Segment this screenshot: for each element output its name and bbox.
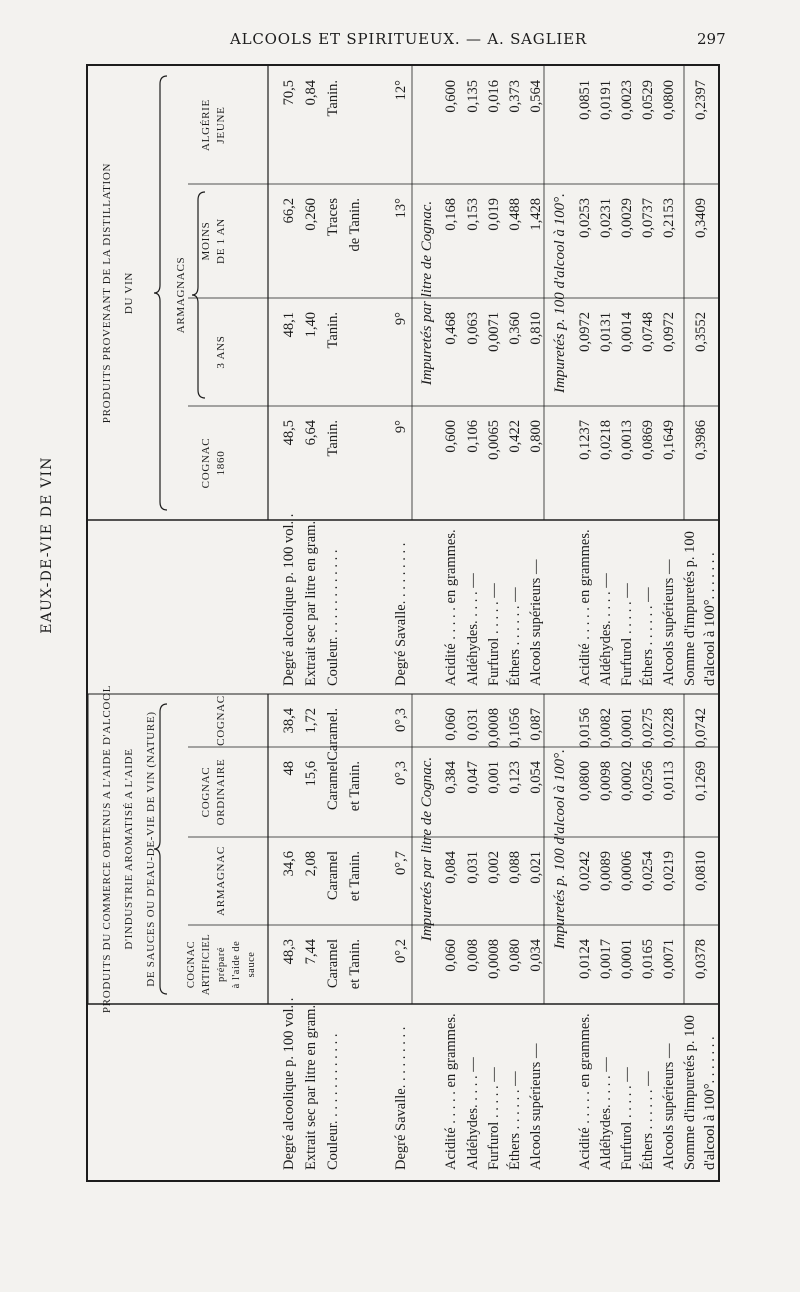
right-cell: 0,054 — [528, 761, 544, 794]
left-group-title: DU VIN — [123, 271, 135, 315]
left-cell: 1,428 — [528, 198, 544, 231]
left-column-header: MOINS — [200, 221, 212, 261]
left-cell: 0,0014 — [619, 312, 635, 352]
right-cell: 2,08 — [303, 851, 319, 877]
right-cell: 48,3 — [281, 939, 297, 965]
right-cell: 0,0002 — [619, 761, 635, 801]
left-cell: 0,0131 — [598, 312, 614, 352]
right-cell: 34,6 — [281, 851, 297, 877]
left-group-title: PRODUITS PROVENANT DE LA DISTILLATION — [101, 162, 113, 424]
right-cell: 0,031 — [465, 708, 481, 741]
side-title: EAUX-DE-VIE DE VIN — [39, 456, 55, 634]
page-header — [0, 0, 800, 60]
left-row-label: Alcools supérieurs — — [528, 1043, 544, 1170]
right-column-header: à l'aide de — [231, 940, 242, 989]
right-cell: 7,44 — [303, 939, 319, 965]
left-section-title: Impuretés par litre de Cognac. — [419, 200, 435, 386]
right-cell: 0,008 — [465, 939, 481, 972]
left-row-label: Éthers . . . . . . — — [640, 1071, 656, 1170]
right-cell: Caramel — [325, 851, 341, 901]
right-column-header: COGNAC — [186, 940, 197, 989]
left-cell: 0,0029 — [619, 198, 635, 238]
left-group-brace — [154, 76, 167, 510]
left-cell: 0,0071 — [486, 312, 502, 352]
left-cell: 0,260 — [303, 198, 319, 231]
right-cell: 0,0242 — [577, 851, 593, 891]
right-row-label: Acidité . . . . . en grammes. — [577, 529, 593, 686]
left-row-label: Acidité . . . . . en grammes. — [443, 1013, 459, 1170]
right-row-label: Couleur. . . . . . . . . . . . . — [325, 549, 341, 686]
left-cell: 9° — [393, 420, 409, 434]
right-cell: 0,0001 — [619, 939, 635, 979]
left-cell: 0,1649 — [661, 420, 677, 460]
right-row-label: Somme d'impuretés p. 100 — [682, 531, 698, 686]
left-cell: 0,0253 — [577, 198, 593, 238]
right-cell: 0,0219 — [661, 851, 677, 891]
left-row-label: Furfurol . . . . . — — [486, 1067, 502, 1170]
left-cell: 0,0013 — [619, 420, 635, 460]
left-cell: 0,016 — [486, 80, 502, 113]
left-column-header: ALGÉRIE — [200, 99, 212, 151]
left-cell: 0,373 — [507, 80, 523, 113]
left-cell: 66,2 — [281, 198, 297, 224]
left-total-cell: 0,3552 — [693, 312, 709, 352]
running-title: ALCOOLS ET SPIRITUEUX. — A. SAGLIER — [230, 30, 587, 48]
right-cell: 0,0165 — [640, 939, 656, 979]
right-cell: 0,087 — [528, 708, 544, 741]
left-cell: 0,019 — [486, 198, 502, 231]
left-cell: 0,360 — [507, 312, 523, 345]
right-row-label: Degré Savalle. . . . . . . . . — [393, 542, 409, 686]
left-row-label: Couleur. . . . . . . . . . . . . — [325, 1033, 341, 1170]
right-cell: 0,084 — [443, 851, 459, 884]
left-column-header: JEUNE — [215, 106, 227, 144]
right-cell: 0,0008 — [486, 939, 502, 979]
left-row-label: Alcools supérieurs — — [661, 1043, 677, 1170]
left-cell: Tanin. — [325, 420, 341, 457]
right-cell: 0,060 — [443, 708, 459, 741]
right-cell: 0,080 — [507, 939, 523, 972]
right-cell: 0,088 — [507, 851, 523, 884]
right-cell: et Tanin. — [347, 939, 363, 990]
right-column-header: sauce — [246, 951, 257, 978]
right-total-cell: 0,0378 — [693, 939, 709, 979]
left-total-cell: 0,3409 — [693, 198, 709, 238]
right-cell: 0,123 — [507, 761, 523, 794]
left-total-cell: 0,3986 — [693, 420, 709, 460]
left-cell: 0,488 — [507, 198, 523, 231]
left-row-label: Somme d'impuretés p. 100 — [682, 1015, 698, 1170]
right-row-label: Acidité . . . . . en grammes. — [443, 529, 459, 686]
left-cell: 0,0218 — [598, 420, 614, 460]
right-section-title: Impuretés par litre de Cognac. — [419, 756, 435, 942]
right-cell: 0,0275 — [640, 708, 656, 748]
left-row-label: Acidité . . . . . en grammes. — [577, 1013, 593, 1170]
right-column-header: ARMAGNAC — [215, 846, 227, 916]
right-cell: 0,0256 — [640, 761, 656, 801]
left-column-header: DE 1 AN — [215, 218, 227, 264]
left-cell: 9° — [393, 312, 409, 326]
right-cell: 0,047 — [465, 761, 481, 794]
right-cell: 1,72 — [303, 708, 319, 734]
left-cell: 13° — [393, 198, 409, 219]
right-row-label: Aldéhydes. . . . . — — [465, 573, 481, 686]
left-row-label: Furfurol . . . . . — — [619, 1067, 635, 1170]
right-cell: 48 — [281, 761, 297, 776]
right-total-cell: 0,0742 — [693, 708, 709, 748]
right-cell: Caramel. — [325, 708, 341, 761]
right-cell: Caramel — [325, 761, 341, 811]
right-row-label: Furfurol . . . . . — — [619, 583, 635, 686]
left-cell: 0,0748 — [640, 312, 656, 352]
right-cell: 0,034 — [528, 939, 544, 972]
right-column-header: COGNAC — [200, 766, 212, 818]
right-cell: 0°,3 — [393, 761, 409, 785]
page-number: 297 — [697, 30, 726, 48]
right-cell: 0,0254 — [640, 851, 656, 891]
left-cell: Tanin. — [325, 312, 341, 349]
right-column-header: préparé — [216, 947, 227, 982]
left-column-header: 1860 — [215, 450, 227, 476]
right-cell: 0,001 — [486, 761, 502, 794]
right-cell: 0°,7 — [393, 851, 409, 875]
left-cell: 0,468 — [443, 312, 459, 345]
left-total-cell: 0,2397 — [693, 80, 709, 120]
left-cell: 0,0851 — [577, 80, 593, 120]
left-cell: 6,64 — [303, 420, 319, 446]
right-row-label: Extrait sec par litre en gram. — [303, 520, 319, 686]
right-cell: 0,1056 — [507, 708, 523, 748]
left-cell: 48,5 — [281, 420, 297, 446]
right-cell: 38,4 — [281, 708, 297, 734]
left-cell: 0,564 — [528, 80, 544, 113]
left-cell: 0,0065 — [486, 420, 502, 460]
right-cell: 0,384 — [443, 761, 459, 794]
left-column-header: COGNAC — [200, 437, 212, 489]
right-total-cell: 0,1269 — [693, 761, 709, 801]
left-row-label: Aldéhydes. . . . . — — [465, 1057, 481, 1170]
right-cell: 0,0017 — [598, 939, 614, 979]
right-total-cell: 0,0810 — [693, 851, 709, 891]
right-column-header: ORDINAIRE — [215, 758, 227, 826]
left-cell: 0,2153 — [661, 198, 677, 238]
right-group-title: D'INDUSTRIE AROMATISÉ A L'AIDE — [123, 748, 135, 950]
data-table-frame — [86, 64, 720, 1182]
left-cell: 0,1237 — [577, 420, 593, 460]
right-row-label: Furfurol . . . . . — — [486, 583, 502, 686]
rotated-table — [88, 66, 718, 1180]
left-row-label: Aldéhydes. . . . . — — [598, 1057, 614, 1170]
left-cell: Tanin. — [325, 80, 341, 117]
left-cell: 0,0191 — [598, 80, 614, 120]
right-cell: 0,0008 — [486, 708, 502, 748]
left-cell: 0,0972 — [577, 312, 593, 352]
right-cell: et Tanin. — [347, 851, 363, 902]
right-row-label: Éthers . . . . . . — — [640, 587, 656, 686]
left-section-title: Impuretés p. 100 d'alcool à 100°. — [552, 193, 568, 393]
left-row-label: Degré Savalle. . . . . . . . . — [393, 1026, 409, 1170]
left-cell: 0,422 — [507, 420, 523, 453]
right-row-label: Alcools supérieurs — — [661, 559, 677, 686]
left-cell: 48,1 — [281, 312, 297, 338]
left-cell: 0,800 — [528, 420, 544, 453]
armagnacs-label: ARMAGNACS — [175, 256, 187, 334]
left-row-label: Degré alcoolique p. 100 vol. . — [281, 997, 297, 1170]
left-cell: 0,0231 — [598, 198, 614, 238]
right-cell: et Tanin. — [347, 761, 363, 812]
left-cell: 0,810 — [528, 312, 544, 345]
right-row-label: Éthers . . . . . . — — [507, 587, 523, 686]
right-cell: 0,0089 — [598, 851, 614, 891]
right-cell: 0,0800 — [577, 761, 593, 801]
data-table — [88, 66, 718, 1180]
left-column-header: 3 ANS — [215, 335, 227, 369]
right-cell: 0,0082 — [598, 708, 614, 748]
right-row-label: Alcools supérieurs — — [528, 559, 544, 686]
left-cell: 12° — [393, 80, 409, 101]
left-cell: Traces — [325, 198, 341, 237]
left-row-label: Extrait sec par litre en gram. — [303, 1004, 319, 1170]
left-row-label: Éthers . . . . . . — — [507, 1071, 523, 1170]
right-row-label: d'alcool à 100°. . . . . . . — [702, 552, 718, 686]
left-cell: 0,0800 — [661, 80, 677, 120]
left-row-label: d'alcool à 100°. . . . . . . — [702, 1036, 718, 1170]
right-cell: 0,0098 — [598, 761, 614, 801]
right-group-title: DE SAUCES OU D'EAU-DE-VIE DE VIN (NATURE) — [145, 711, 157, 987]
left-cell: 0,0737 — [640, 198, 656, 238]
right-cell: 15,6 — [303, 761, 319, 787]
left-cell: 0,84 — [303, 80, 319, 106]
right-column-header: ARTIFICIEL — [201, 933, 212, 996]
right-cell: 0,021 — [528, 851, 544, 884]
right-group-title: PRODUITS DU COMMERCE OBTENUS A L'AIDE D'ALCOOL — [101, 684, 113, 1014]
left-cell: 0,106 — [465, 420, 481, 453]
left-cell: 0,0529 — [640, 80, 656, 120]
right-cell: 0,060 — [443, 939, 459, 972]
left-cell: 0,0023 — [619, 80, 635, 120]
left-cell: 0,168 — [443, 198, 459, 231]
left-cell: 0,063 — [465, 312, 481, 345]
left-cell: 0,0869 — [640, 420, 656, 460]
right-cell: 0°,2 — [393, 939, 409, 963]
right-cell: Caramel — [325, 939, 341, 989]
right-cell: 0,0228 — [661, 708, 677, 748]
right-cell: 0,0006 — [619, 851, 635, 891]
right-cell: 0,031 — [465, 851, 481, 884]
left-cell: de Tanin. — [347, 198, 363, 252]
right-cell: 0,0113 — [661, 761, 677, 801]
left-cell: 0,600 — [443, 420, 459, 453]
right-cell: 0,0071 — [661, 939, 677, 979]
right-cell: 0°,3 — [393, 708, 409, 732]
right-section-title: Impuretés p. 100 d'alcool à 100°. — [552, 749, 568, 949]
left-cell: 1,40 — [303, 312, 319, 338]
right-cell: 0,002 — [486, 851, 502, 884]
left-cell: 70,5 — [281, 80, 297, 106]
left-cell: 0,0972 — [661, 312, 677, 352]
right-cell: 0,0001 — [619, 708, 635, 748]
right-cell: 0,0124 — [577, 939, 593, 979]
right-row-label: Aldéhydes. . . . . — — [598, 573, 614, 686]
right-cell: 0,0156 — [577, 708, 593, 748]
right-row-label: Degré alcoolique p. 100 vol. . — [281, 513, 297, 686]
left-cell: 0,600 — [443, 80, 459, 113]
left-cell: 0,153 — [465, 198, 481, 231]
right-column-header: COGNAC — [215, 695, 227, 746]
left-cell: 0,135 — [465, 80, 481, 113]
